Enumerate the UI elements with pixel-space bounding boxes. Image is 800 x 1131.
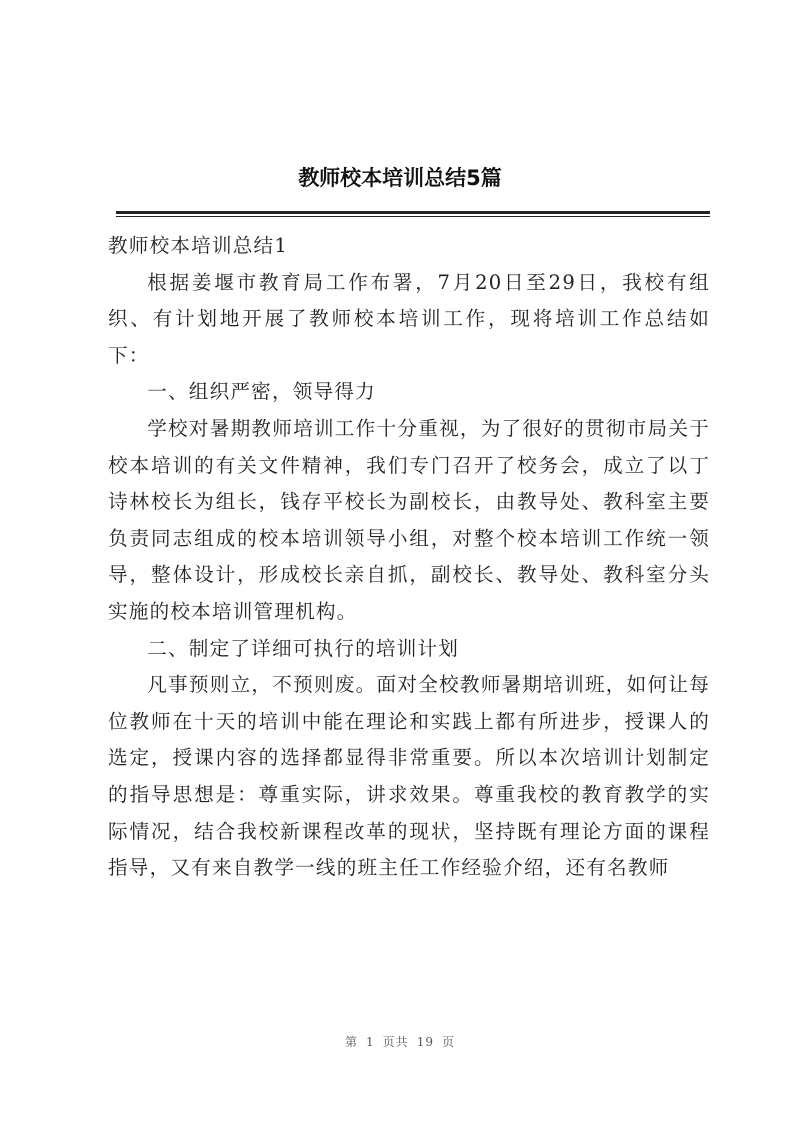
- subheading-plan: 二、制定了详细可执行的培训计划: [147, 636, 460, 660]
- document-title: 教师校本培训总结5篇: [298, 166, 502, 190]
- footer-page-mid: 页共: [382, 1035, 409, 1049]
- footer-total-pages: 19: [416, 1035, 434, 1049]
- title-divider-thin: [116, 216, 710, 217]
- section-heading: 教师校本培训总结1: [108, 234, 289, 257]
- page-footer: [0, 1033, 800, 1050]
- footer-page-suffix: 页: [441, 1035, 455, 1049]
- paragraph-intro: 根据姜堰市教育局工作布署，7月20日至29日，我校有组织、有计划地开展了教师校本培训工作，现将培训工作总结如下：: [108, 270, 710, 367]
- title-divider-thick: [116, 211, 710, 214]
- subheading-organization: 一、组织严密，领导得力: [147, 380, 376, 404]
- footer-page-number: 1: [366, 1035, 375, 1049]
- footer-page-prefix: 第: [345, 1035, 359, 1049]
- paragraph-plan: 凡事预则立，不预则废。面对全校教师暑期培训班，如何让每位教师在十天的培训中能在理论和实践上都有所进步，授课人的选定，授课内容的选择都显得非常重要。所以本次培训计划制定的指导思想是：尊重实际，讲求效果。尊重我校的教育教学的实际情况，结合我校新课程改革的现状，坚持既有理论方面的课程指导，又有来自教学一线的班主任工作经验介绍，还有名教师: [108, 673, 710, 880]
- document-body: [108, 228, 710, 887]
- paragraph-organization: 学校对暑期教师培训工作十分重视，为了很好的贯彻市局关于校本培训的有关文件精神，我们专门召开了校务会，成立了以丁诗林校长为组长，钱存平校长为副校长，由教导处、教科室主要负责同志组成的校本培训领导小组，对整个校本培训工作统一领导，整体设计，形成校长亲自抓，副校长、教导处、教科室分头实施的校本培训管理机构。: [108, 416, 710, 623]
